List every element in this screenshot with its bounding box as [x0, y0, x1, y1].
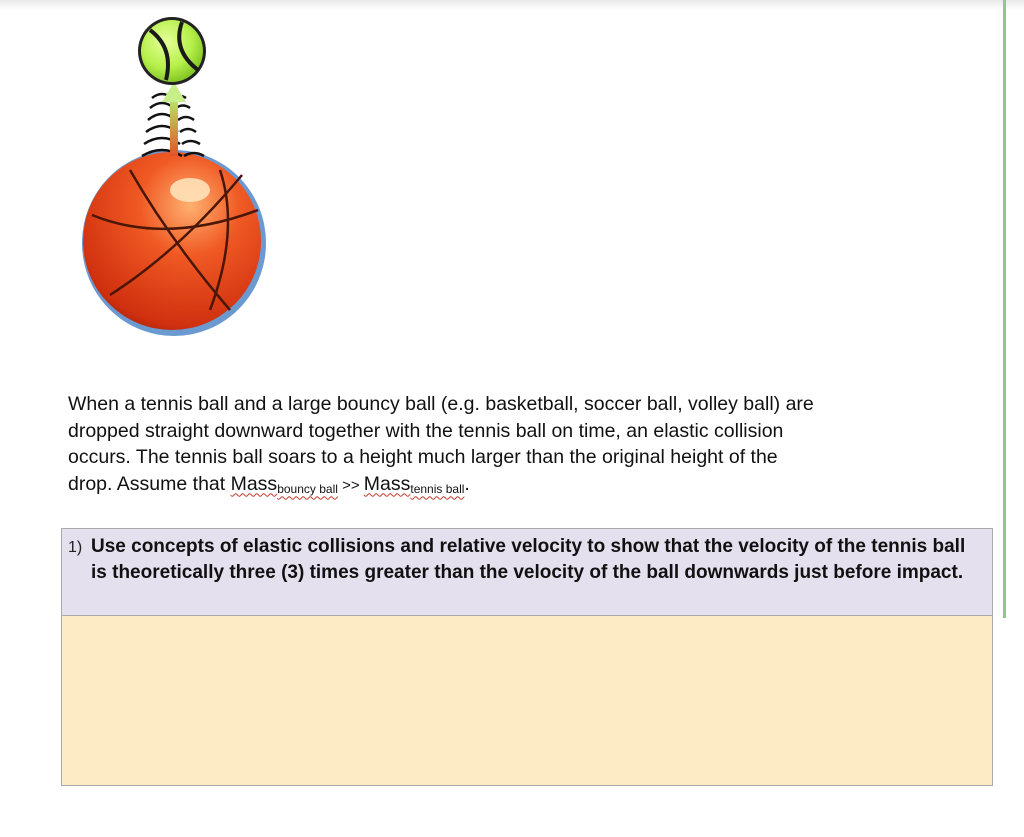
- arrow-up-icon: [162, 82, 186, 156]
- mass-subscript-bouncy: bouncy ball: [277, 481, 338, 496]
- question-box: [61, 528, 993, 616]
- intro-line: occurs. The tennis ball soars to a height much larger than the original height of the: [68, 446, 778, 468]
- tennis-ball-icon: [138, 17, 206, 85]
- answer-field[interactable]: [61, 616, 993, 786]
- relation-symbol: >>: [337, 476, 364, 494]
- problem-intro: [68, 391, 848, 499]
- mass-word: Mass: [363, 472, 411, 495]
- basketball-icon: [82, 150, 266, 336]
- right-margin-rule: [1003, 0, 1006, 618]
- question-text: Use concepts of elastic collisions and relative velocity to show that the velocity of the tennis ball is theoretically three (3) times greater than the velocity of the ball downwards just before impact.: [91, 536, 966, 583]
- balls-illustration: [70, 10, 280, 345]
- intro-line: When a tennis ball and a large bouncy ball (e.g. basketball, soccer ball, volley ball) are: [68, 393, 814, 415]
- mass-word: Mass: [230, 472, 278, 495]
- question-number: 1): [68, 539, 83, 556]
- period: .: [464, 472, 470, 495]
- intro-last-line: [68, 471, 848, 500]
- intro-line: dropped straight downward together with the tennis ball on time, an elastic collision: [68, 419, 784, 442]
- subscript-text: tennis ball: [410, 481, 465, 496]
- top-shadow: [0, 0, 1024, 10]
- mass-subscript-tennis: [410, 482, 464, 496]
- intro-prefix: drop. Assume that: [68, 472, 231, 495]
- answer-text: [62, 616, 992, 632]
